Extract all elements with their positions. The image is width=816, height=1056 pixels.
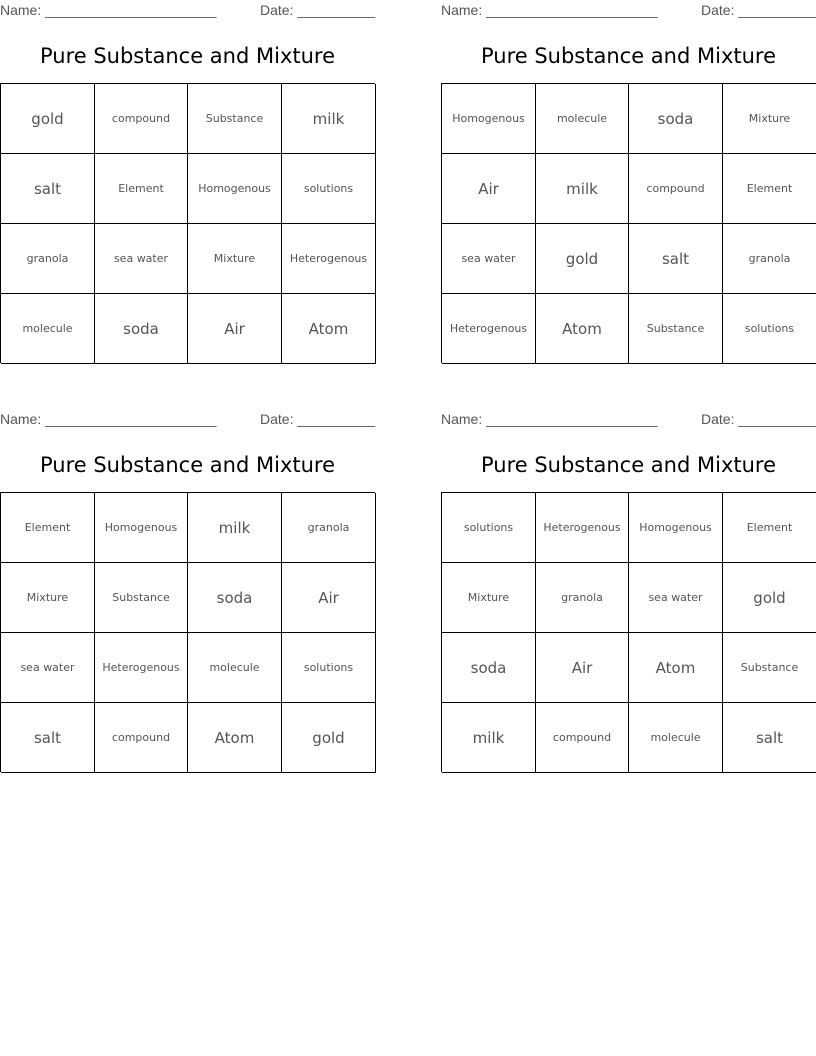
grid-cell: Homogenous [442, 84, 536, 154]
grid-cell: molecule [536, 84, 629, 154]
card-title: Pure Substance and Mixture [480, 453, 777, 477]
grid-cell: soda [629, 84, 723, 154]
grid-cell: soda [188, 563, 282, 633]
grid-cell: gold [282, 703, 376, 773]
date-field: Date: __________ [701, 2, 816, 18]
date-field: Date: __________ [701, 411, 816, 427]
grid-cell: molecule [629, 703, 723, 773]
name-field: Name: ______________________ [441, 2, 658, 18]
grid-cell: compound [536, 703, 629, 773]
grid-cell: soda [442, 633, 536, 703]
grid-cell: Air [282, 563, 376, 633]
grid-cell: sea water [95, 224, 188, 294]
grid-cell: compound [629, 154, 723, 224]
grid-cell: sea water [1, 633, 95, 703]
grid-cell: Air [188, 294, 282, 364]
bingo-card [0, 409, 376, 747]
grid-cell: milk [282, 84, 376, 154]
grid-cell: soda [95, 294, 188, 364]
grid-cell: Homogenous [188, 154, 282, 224]
header-row [441, 409, 816, 431]
grid-cell: molecule [1, 294, 95, 364]
bingo-grid [0, 492, 375, 772]
bingo-card [0, 0, 376, 338]
header-row [441, 0, 816, 22]
grid-cell: Air [442, 154, 536, 224]
grid-cell: gold [723, 563, 816, 633]
grid-cell: Atom [188, 703, 282, 773]
grid-cell: Heterogenous [282, 224, 376, 294]
grid-cell: Atom [536, 294, 629, 364]
grid-cell: milk [188, 493, 282, 563]
grid-cell: granola [536, 563, 629, 633]
grid-cell: Air [536, 633, 629, 703]
card-title: Pure Substance and Mixture [480, 44, 777, 68]
bingo-grid [441, 83, 816, 363]
date-field: Date: __________ [260, 411, 376, 427]
grid-cell: salt [723, 703, 816, 773]
grid-cell: Mixture [723, 84, 816, 154]
grid-cell: Heterogenous [95, 633, 188, 703]
name-field: Name: ______________________ [0, 2, 217, 18]
grid-cell: granola [1, 224, 95, 294]
grid-cell: Substance [95, 563, 188, 633]
grid-cell: solutions [723, 294, 816, 364]
grid-cell: Element [723, 493, 816, 563]
card-title: Pure Substance and Mixture [39, 453, 336, 477]
grid-cell: milk [536, 154, 629, 224]
header-row [0, 409, 375, 431]
bingo-card [441, 409, 816, 747]
grid-cell: Homogenous [95, 493, 188, 563]
grid-cell: Element [1, 493, 95, 563]
name-field: Name: ______________________ [441, 411, 658, 427]
grid-cell: Substance [629, 294, 723, 364]
grid-cell: sea water [442, 224, 536, 294]
grid-cell: solutions [282, 154, 376, 224]
grid-cell: Substance [188, 84, 282, 154]
grid-cell: Mixture [1, 563, 95, 633]
grid-cell: compound [95, 84, 188, 154]
grid-cell: salt [629, 224, 723, 294]
grid-cell: Mixture [188, 224, 282, 294]
card-title: Pure Substance and Mixture [39, 44, 336, 68]
grid-cell: granola [282, 493, 376, 563]
grid-cell: salt [1, 703, 95, 773]
header-row [0, 0, 375, 22]
grid-cell: Heterogenous [536, 493, 629, 563]
grid-cell: Mixture [442, 563, 536, 633]
grid-cell: Element [723, 154, 816, 224]
grid-cell: solutions [442, 493, 536, 563]
grid-cell: sea water [629, 563, 723, 633]
grid-cell: granola [723, 224, 816, 294]
grid-cell: Substance [723, 633, 816, 703]
bingo-grid [441, 492, 816, 772]
grid-cell: salt [1, 154, 95, 224]
grid-cell: Element [95, 154, 188, 224]
grid-cell: Atom [629, 633, 723, 703]
bingo-card [441, 0, 816, 338]
grid-cell: molecule [188, 633, 282, 703]
grid-cell: solutions [282, 633, 376, 703]
date-field: Date: __________ [260, 2, 376, 18]
grid-cell: Homogenous [629, 493, 723, 563]
bingo-grid [0, 83, 375, 363]
grid-cell: compound [95, 703, 188, 773]
grid-cell: gold [536, 224, 629, 294]
grid-cell: Atom [282, 294, 376, 364]
grid-cell: Heterogenous [442, 294, 536, 364]
grid-cell: gold [1, 84, 95, 154]
grid-cell: milk [442, 703, 536, 773]
name-field: Name: ______________________ [0, 411, 217, 427]
